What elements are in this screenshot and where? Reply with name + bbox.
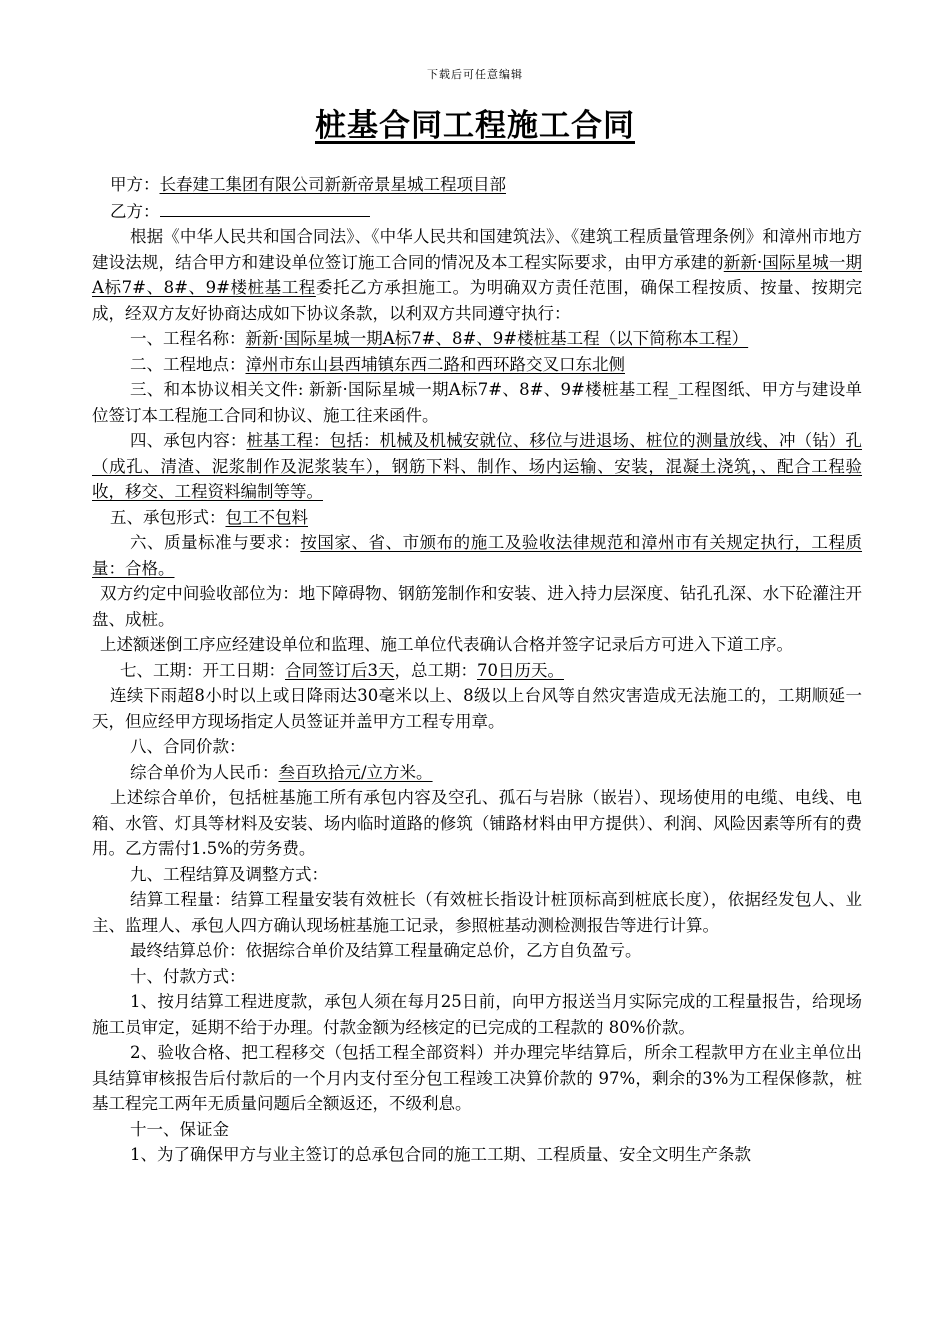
section-10-item-1: 1、按月结算工程进度款，承包人须在每月25日前，向甲方报送当月实际完成的工程量报告，给现场施工员审定，延期不给于办理。付款金额为经核定的已完成的工程款的 80%价款。 [92,992,862,1037]
section-6-value: 按国家、省、市颁布的施工及验收法律规范和漳州市有关规定执行，工程质量：合格。 [92,533,863,578]
section-5 [92,505,862,531]
section-11-item-1: 1、为了确保甲方与业主签订的总承包合同的施工工期、工程质量、安全文明生产条款 [130,1145,751,1164]
section-8-price-value: 叁百玖拾元/立方米。 [278,762,433,782]
party-b-blank [160,198,370,217]
section-7-start: 合同签订后3天 [285,660,395,680]
section-6-label: 六、质量标准与要求： [130,533,301,552]
section-9-heading: 九、工程结算及调整方式： [130,864,328,884]
party-b-label: 乙方： [110,201,160,221]
section-8-price [92,760,862,786]
section-7-label: 七、工期：开工日期： [120,660,285,680]
section-4 [92,428,862,505]
party-a-label: 甲方： [110,175,160,194]
section-7-total: 70日历天。 [477,660,564,680]
section-1-value: 新新·国际星城一期A标7#、8#、9#楼桩基工程（以下简称本工程） [245,329,749,348]
section-2-value: 漳州市东山县西埔镇东西二路和西环路交叉口东北侧 [245,354,625,374]
party-b-line [92,198,862,225]
section-3: 三、和本协议相关文件: 新新·国际星城一期A标7#、8#、9#楼桩基工程_工程图纸、甲方与建设单位签订本工程施工合同和协议、施工往来函件。 [92,380,862,425]
section-1 [92,326,862,352]
section-6 [92,530,862,581]
intro-text-1: 根据《中华人民共和国合同法》、《中华人民共和国建筑法》、《建筑工程质量管理条例》和漳州市地方建设法规，结合甲方和建设单位签订施工合同的情况及本工程实际要求，由甲方承建的 [92,227,862,272]
intro-text-2: 委托乙方承担施工。为明确双方责任范围，确保工程按质、按量、按期完成，经双方友好协商达成如下协议条款，以利双方共同遵守执行： [92,278,863,323]
intro-paragraph [92,224,862,326]
section-4-value: 桩基工程：包括：机械及机械安就位、移位与进退场、桩位的测量放线、冲（钻）孔（成孔、清渣、泥浆制作及泥浆装车），钢筋下料、制作、场内运输、安装，混凝土浇筑，、配合工程验收，移交、工程资料编制等等。 [92,431,863,501]
contract-title: 桩基合同工程施工合同 [315,108,635,144]
section-8-note: 上述综合单价，包括桩基施工所有承包内容及空孔、孤石与岩脉（嵌岩）、现场使用的电缆、电线、电箱、水管、灯具等材料及安装、场内临时道路的修筑（铺路材料由甲方提供）、利润、风险因素等所有的费用。乙方需付1.5%的劳务费。 [92,788,862,858]
section-1-label: 一、工程名称： [130,329,246,348]
section-11-heading: 十一、保证金 [130,1119,229,1139]
party-a-line [92,172,862,198]
section-10-heading: 十、付款方式： [130,966,246,986]
section-5-label: 五、承包形式： [110,507,226,527]
section-7-note: 连续下雨超8小时以上或日降雨达30毫米以上、8级以上台风等自然灾害造成无法施工的，工期顺延一天，但应经甲方现场指定人员签证并盖甲方工程专用章。 [92,686,862,731]
section-2-label: 二、工程地点： [130,354,246,374]
intro-project: 新新·国际星城一期A标7#、8#、9#楼桩基工程 [92,252,862,297]
section-7 [92,658,862,684]
section-9-quantity: 结算工程量：结算工程量安装有效桩长（有效桩长指设计桩顶标高到桩底长度），依据经发包人、业主、监理人、承包人四方确认现场桩基施工记录，参照桩基动测检测报告等进行计算。 [92,890,862,935]
section-7-mid: ，总工期： [394,660,477,680]
section-6-note: 上述额迷倒工序应经建设单位和监理、施工单位代表确认合格并签字记录后方可进入下道工序。 [100,635,793,654]
section-6-acceptance: 双方约定中间验收部位为：地下障碍物、钢筋笼制作和安装、进入持力层深度、钻孔孔深、水下砼灌注开盘、成桩。 [92,584,862,629]
header-note: 下载后可任意编辑 [427,68,523,81]
section-8-price-label: 综合单价为人民币： [130,762,279,782]
section-8-heading: 八、合同价款： [130,737,246,756]
section-4-label: 四、承包内容： [130,431,247,450]
party-a-value: 长春建工集团有限公司新新帝景星城工程项目部 [159,175,506,194]
section-5-value: 包工不包料 [225,507,308,527]
section-10-item-2: 2、验收合格、把工程移交（包括工程全部资料）并办理完毕结算后，所余工程款甲方在业主单位出具结算审核报告后付款后的一个月内支付至分包工程竣工决算价款的 97%，剩余的3%为工程保修款，桩基工程完工两年无质量问题后全额返还，不级利息。 [92,1043,862,1113]
section-2 [92,352,862,378]
section-9-total: 最终结算总价：依据综合单价及结算工程量确定总价，乙方自负盈亏。 [130,941,642,960]
contract-body [92,172,862,1168]
